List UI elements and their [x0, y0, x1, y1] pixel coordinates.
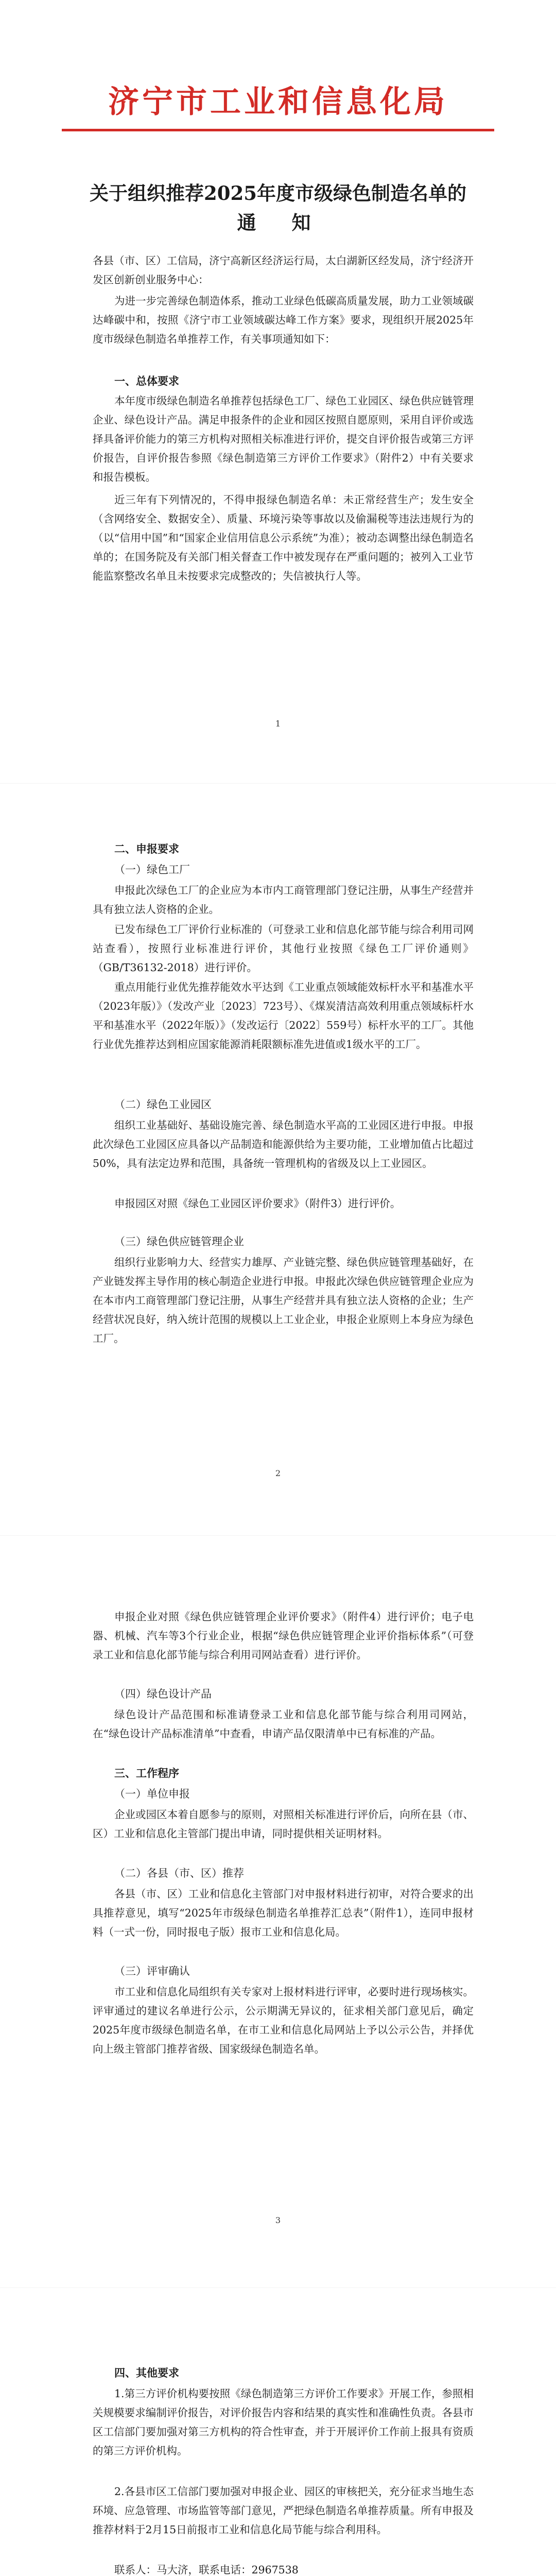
factory-paragraph-1: 申报此次绿色工厂的企业应为本市内工商管理部门登记注册，从事生产经营并具有独立法人资格的企业。: [93, 884, 474, 916]
contact-line: 联系人：马大济，联系电话：2967538: [114, 2564, 299, 2576]
design-paragraph-1: 绿色设计产品范围和标准请登录工业和信息化部节能与综合利用司网站，在“绿色设计产品标准清单”中查看，申请产品仅限清单中已有标准的产品。: [93, 1708, 474, 1740]
factory-paragraph-2: 已发布绿色工厂评价行业标准的（可登录工业和信息化部节能与综合利用司网站查看），按照行业标准进行评价，其他行业按照《绿色工厂评价通则》（GB/T36132-2018）进行评价。: [93, 923, 474, 974]
factory-paragraph-3: 重点用能行业优先推荐能效水平达到《工业重点领域能效标杆水平和基准水平（2023年版）》（发改产业〔2023〕723号）、《煤炭清洁高效利用重点领域标杆水平和基准水平（2022年版）》（发改运行〔2022〕559号）标杆水平的工厂。其他行业优先推荐达到相应国家能源消耗限额标准先进值或1级水平的工厂。: [93, 981, 474, 1050]
section4-heading: 四、其他要求: [114, 2367, 179, 2379]
review-paragraph-1: 市工业和信息化局组织有关专家对上报材料进行评审，必要时进行现场核实。评审通过的建议名单进行公示，公示期满无异议的，征求相关部门意见后，确定2025年度市级绿色制造名单，在市工业和信息化局网站上予以公示公告，并择优向上级主管部门推荐省级、国家级绿色制造名单。: [93, 1986, 474, 2055]
page-number-1: 1: [275, 719, 281, 728]
page-separator: [0, 783, 556, 784]
notice-title-line2: 通 知: [237, 211, 319, 234]
recipients: 各县（市、区）工信局，济宁高新区经济运行局，太白湖新区经发局，济宁经济开发区创新创业服务中心：: [93, 255, 474, 286]
factory-heading: （一）绿色工厂: [114, 863, 190, 876]
section4-paragraph-2: 2.各县市区工信部门要加强对申报企业、园区的审核把关，充分征求当地生态环境、应急管理、市场监管等部门意见，严把绿色制造名单推荐质量。所有申报及推荐材料于2月15日前报市工业和信息化局节能与综合利用科。: [93, 2485, 474, 2536]
notice-title-line1: 关于组织推荐2025年度市级绿色制造名单的: [90, 182, 466, 205]
page-separator: [0, 1535, 556, 1536]
intro-paragraph: 为进一步完善绿色制造体系，推动工业绿色低碳高质量发展，助力工业领域碳达峰碳中和，按照《济宁市工业领域碳达峰工作方案》要求，现组织开展2025年度市级绿色制造名单推荐工作，有关事项通知如下：: [93, 295, 474, 345]
apply-paragraph-1: 企业或园区本着自愿参与的原则，对照相关标准进行评价后，向所在县（市、区）工业和信息化主管部门提出申请，同时提供相关证明材料。: [93, 1808, 474, 1840]
park-paragraph-1: 组织工业基础好、基础设施完善、绿色制造水平高的工业园区进行申报。申报此次绿色工业园区应具备以产品制造和能源供给为主要功能，工业增加值占比超过50%，具有法定边界和范围，具备统一管理机构的省级及以上工业园区。: [93, 1119, 474, 1170]
section3-heading: 三、工作程序: [114, 1767, 179, 1780]
masthead-title: 济宁市工业和信息化局: [108, 84, 448, 120]
section4-paragraph-1: 1.第三方评价机构要按照《绿色制造第三方评价工作要求》开展工作，参照相关规模要求编制评价报告，对评价报告内容和结果的真实性和准确性负责。各县市区工信部门要加强对第三方机构的符合性审查，并于开展评价工作前上报具有资质的第三方评价机构。: [93, 2387, 474, 2457]
section1-heading: 一、总体要求: [114, 375, 179, 387]
park-heading: （二）绿色工业园区: [114, 1098, 212, 1111]
recommend-paragraph-1: 各县（市、区）工业和信息化主管部门对申报材料进行初审，对符合要求的出具推荐意见，填写“2025年市级绿色制造名单推荐汇总表”（附件1），连同申报材料（一式一份，同时报电子版）报市工业和信息化局。: [93, 1888, 474, 1938]
page-separator: [0, 2287, 556, 2288]
apply-heading: （一）单位申报: [114, 1788, 190, 1800]
supply-chain-paragraph-1: 组织行业影响力大、经营实力雄厚、产业链完整、绿色供应链管理基础好，在产业链发挥主导作用的核心制造企业进行申报。申报此次绿色供应链管理企业应为在本市内工商管理部门登记注册，从事生产经营并具有独立法人资格的企业；生产经营状况良好，纳入统计范围的规模以上工业企业，申报企业原则上本身应为绿色工厂。: [93, 1256, 474, 1345]
section2-heading: 二、申报要求: [114, 843, 179, 855]
page-number-3: 3: [275, 2215, 281, 2225]
page-number-2: 2: [275, 1468, 281, 1478]
red-header-rule: [62, 129, 494, 131]
supply-chain-paragraph-2: 申报企业对照《绿色供应链管理企业评价要求》（附件4）进行评价；电子电器、机械、汽车等3个行业企业，根据“绿色供应链管理企业评价指标体系”（可登录工业和信息化部节能与综合利用司网站查看）进行评价。: [93, 1611, 474, 1661]
supply-chain-heading: （三）绿色供应链管理企业: [114, 1235, 244, 1248]
design-heading: （四）绿色设计产品: [114, 1688, 212, 1700]
review-heading: （三）评审确认: [114, 1965, 190, 1977]
section1-paragraph-2: 近三年有下列情况的，不得申报绿色制造名单：未正常经营生产；发生安全（含网络安全、数据安全）、质量、环境污染等事故以及偷漏税等违法违规行为的（以“信用中国”和“国家企业信用信息公示系统”为准）；被动态调整出绿色制造名单的；在国务院及有关部门相关督查工作中被发现存在严重问题的；被列入工业节能监察整改名单且未按要求完成整改的；失信被执行人等。: [93, 494, 474, 582]
recommend-heading: （二）各县（市、区）推荐: [114, 1867, 244, 1879]
park-paragraph-2: 申报园区对照《绿色工业园区评价要求》（附件3）进行评价。: [114, 1197, 401, 1210]
section1-paragraph-1: 本年度市级绿色制造名单推荐包括绿色工厂、绿色工业园区、绿色供应链管理企业、绿色设计产品。满足申报条件的企业和园区按照自愿原则，采用自评价或选择具备评价能力的第三方机构对照相关标准进行评价，提交自评价报告或第三方评价报告，自评价报告参照《绿色制造第三方评价工作要求》（附件2）中有关要求和报告模板。: [93, 395, 474, 483]
